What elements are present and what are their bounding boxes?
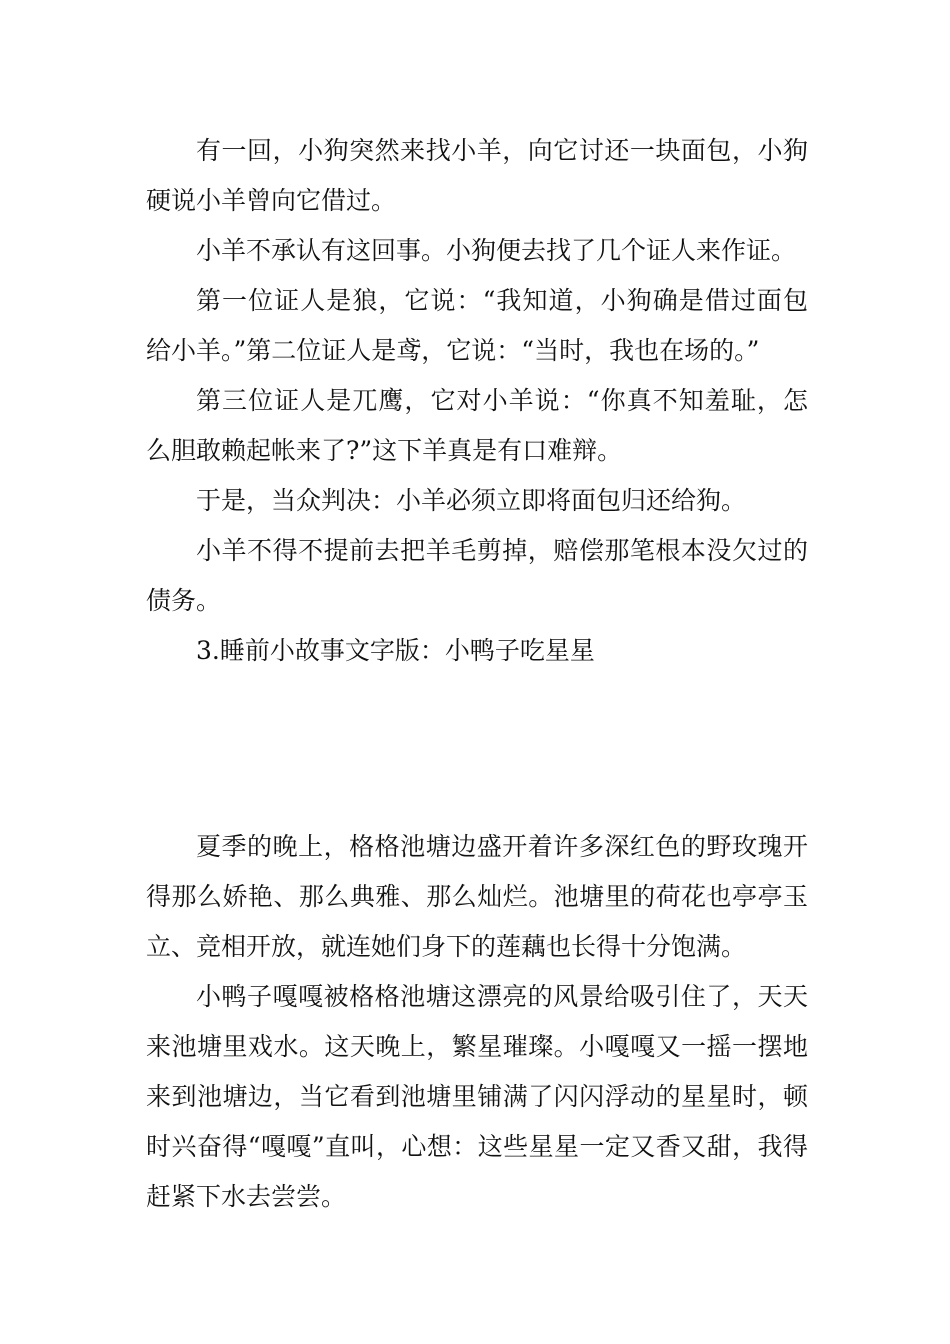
paragraph: 小鸭子嘎嘎被格格池塘这漂亮的风景给吸引住了，天天来池塘里戏水。这天晚上，繁星璀璨。小嘎嘎又一摇一摆地来到池塘边，当它看到池塘里铺满了闪闪浮动的星星时，顿时兴奋得“嘎嘎”直叫，心想：这些星星一定又香又甜，我得赶紧下水去尝尝。 (146, 982, 808, 1211)
paragraph: 第三位证人是兀鹰，它对小羊说：“你真不知羞耻，怎么胆敢赖起帐来了?”这下羊真是有口难辩。 (146, 386, 808, 465)
paragraph: 第一位证人是狼，它说：“我知道，小狗确是借过面包给小羊。”第二位证人是鸢，它说：“当时，我也在场的。” (146, 286, 808, 365)
paragraph: 于是，当众判决：小羊必须立即将面包归还给狗。 (196, 486, 747, 515)
paragraph: 有一回，小狗突然来找小羊，向它讨还一块面包，小狗硬说小羊曾向它借过。 (146, 136, 808, 215)
story-section-duckling (146, 822, 808, 1222)
section-heading: 3.睡前小故事文字版：小鸭子吃星星 (196, 636, 595, 665)
paragraph: 夏季的晚上，格格池塘边盛开着许多深红色的野玫瑰开得那么娇艳、那么典雅、那么灿烂。池塘里的荷花也亭亭玉立、竞相开放，就连她们身下的莲藕也长得十分饱满。 (146, 832, 808, 961)
story-section-lamb (146, 126, 808, 676)
paragraph: 小羊不得不提前去把羊毛剪掉，赔偿那笔根本没欠过的债务。 (146, 536, 808, 615)
paragraph: 小羊不承认有这回事。小狗便去找了几个证人来作证。 (196, 236, 797, 265)
